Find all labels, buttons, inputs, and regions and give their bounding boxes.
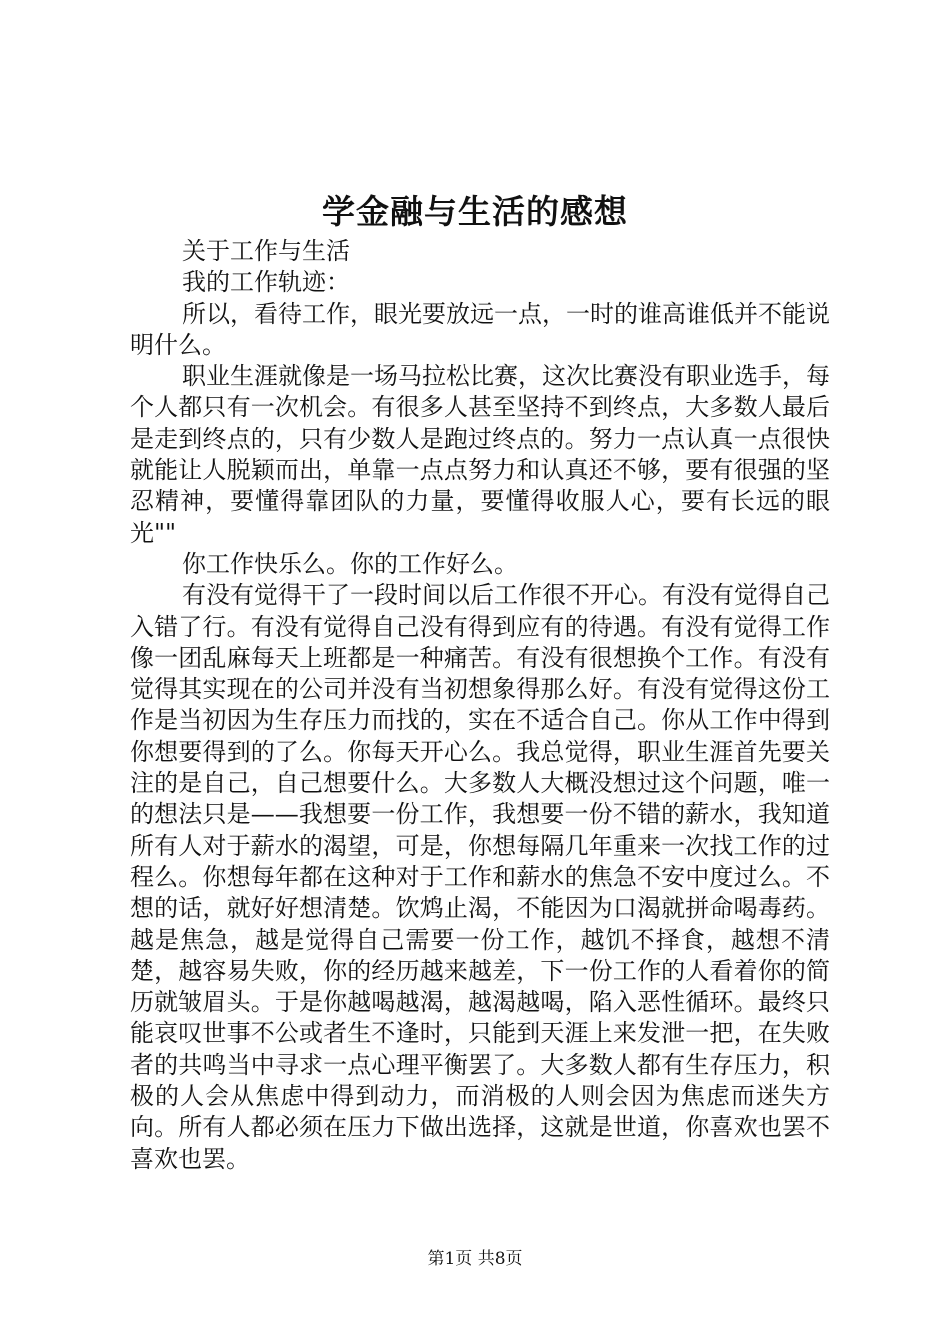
paragraph-5: 你工作快乐么。你的工作好么。 bbox=[182, 549, 518, 578]
page-title: 学金融与生活的感想 bbox=[322, 192, 628, 231]
page-footer: 第1页 共8页 bbox=[427, 1249, 523, 1269]
paragraph-3: 所以，看待工作，眼光要放远一点，一时的谁高谁低并不能说明什么。 bbox=[130, 299, 830, 359]
paragraph-1: 关于工作与生活 bbox=[182, 237, 350, 265]
paragraph-4: 职业生涯就像是一场马拉松比赛，这次比赛没有职业选手，每个人都只有一次机会。有很多人甚至坚持不到终点，大多数人最后是走到终点的，只有少数人是跑过终点的。努力一点认真一点很快就能让人脱颖而出，单靠一点点努力和认真还不够，要有很强的坚忍精神，要懂得靠团队的力量，要懂得收服人心，要有长远的眼光"" bbox=[130, 362, 830, 547]
document-body bbox=[130, 236, 830, 1175]
paragraph-6: 有没有觉得干了一段时间以后工作很不开心。有没有觉得自己入错了行。有没有觉得自己没有得到应有的待遇。有没有觉得工作像一团乱麻每天上班都是一种痛苦。有没有很想换个工作。有没有觉得其实现在的公司并没有当初想象得那么好。有没有觉得这份工作是当初因为生存压力而找的，实在不适合自己。你从工作中得到你想要得到的了么。你每天开心么。我总觉得，职业生涯首先要关注的是自己，自己想要什么。大多数人大概没想过这个问题，唯一的想法只是——我想要一份工作，我想要一份不错的薪水，我知道所有人对于薪水的渴望，可是，你想每隔几年重来一次找工作的过程么。你想每年都在这种对于工作和薪水的焦急不安中度过么。不想的话，就好好想清楚。饮鸩止渴，不能因为口渴就拼命喝毒药。越是焦急，越是觉得自己需要一份工作，越饥不择食，越想不清楚，越容易失败，你的经历越来越差，下一份工作的人看着你的简历就皱眉头。于是你越喝越渴，越渴越喝，陷入恶性循环。最终只能哀叹世事不公或者生不逢时，只能到天涯上来发泄一把，在失败者的共鸣当中寻求一点心理平衡罢了。大多数人都有生存压力，积极的人会从焦虑中得到动力，而消极的人则会因为焦虑而迷失方向。所有人都必须在压力下做出选择，这就是世道，你喜欢也罢不喜欢也罢。 bbox=[130, 581, 830, 1173]
paragraph-2: 我的工作轨迹： bbox=[182, 268, 350, 297]
